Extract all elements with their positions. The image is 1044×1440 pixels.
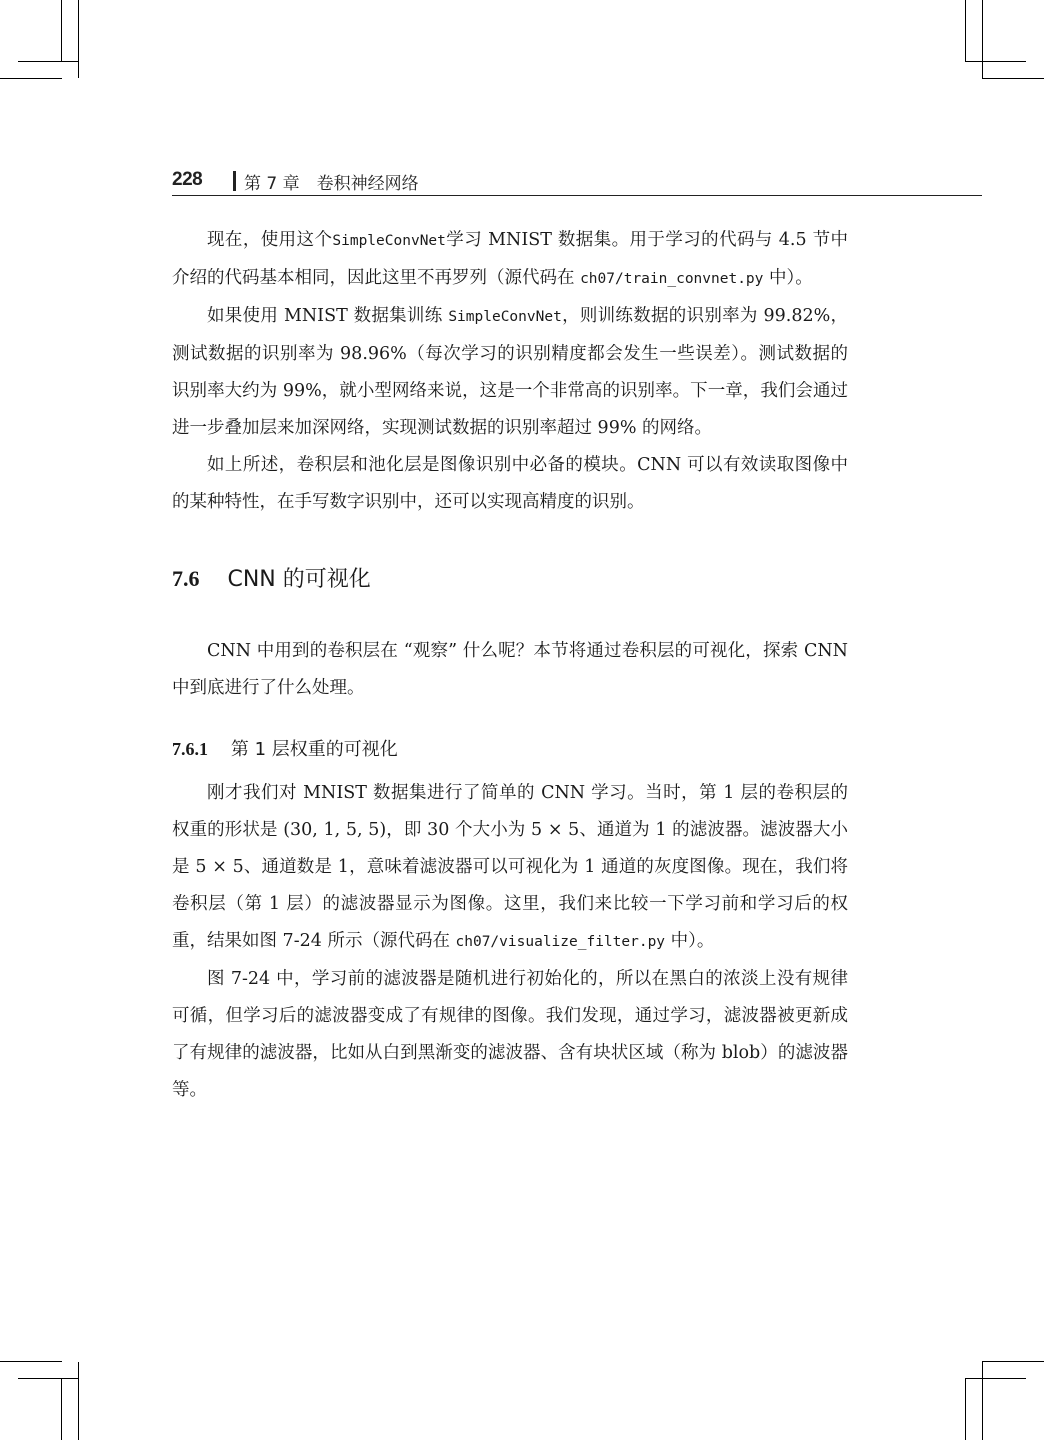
section-title: CNN 的可视化 xyxy=(227,567,371,592)
header-rule xyxy=(172,195,982,196)
text: 现在，使用这个 xyxy=(207,230,333,250)
chapter-title: 第 7 章 卷积神经网络 xyxy=(244,174,419,194)
text: ，则训练数据的识别率为 99.82%，测试数据的识别率为 98.96%（每次学习的识别精度都会发生一些误差）。测试数据的识别率大约为 99%，就小型网络来说，这是一个非常高的识别率。下一章，我们会通过进一步叠加层来加深网络，实现测试数据的识别率超过 99% 的网络。 xyxy=(172,306,848,438)
section-heading xyxy=(172,564,848,595)
crop-mark xyxy=(965,0,966,62)
crop-mark xyxy=(966,1378,1026,1379)
page-number: 228 xyxy=(172,169,203,190)
crop-mark xyxy=(61,1378,62,1440)
page-content xyxy=(172,222,848,1109)
paragraph-section-intro: CNN 中用到的卷积层在 “观察” 什么呢？本节将通过卷积层的可视化，探索 CNN 中到底进行了什么处理。 xyxy=(172,641,848,698)
text: 刚才我们对 MNIST 数据集进行了简单的 CNN 学习。当时，第 1 层的卷积层的权重的形状是 (30, 1, 5, 5)，即 30 个大小为 5 × 5、通道为 1 的滤波器。滤波器大小是 5 × 5、通道数是 1，意味着滤波器可以可视化为 1 通道的灰度图像。现在，我们将卷积层（第 1 层）的滤波器显示为图像。这里，我们来比较一下学习前和学习后的权重，结果如图 7-24 所示（源代码在 xyxy=(172,783,848,951)
crop-mark xyxy=(982,78,1044,79)
text: 中）。 xyxy=(763,268,813,288)
running-header xyxy=(172,166,982,196)
crop-mark xyxy=(965,1378,966,1440)
text: 中）。 xyxy=(665,931,715,951)
paragraph-filter-shape xyxy=(172,775,848,961)
text: 学习 MNIST 数据集。用于学习的代码与 4.5 节中介绍的代码基本相同，因此这里不再罗列（源代码在 xyxy=(172,230,849,288)
crop-mark xyxy=(61,0,62,62)
crop-mark xyxy=(18,1378,78,1379)
inline-code: ch07/visualize_filter.py xyxy=(455,934,666,950)
crop-mark xyxy=(78,1362,79,1440)
crop-mark xyxy=(982,0,983,78)
crop-mark xyxy=(78,0,79,78)
crop-mark xyxy=(18,61,78,62)
inline-code: SimpleConvNet xyxy=(332,233,446,249)
crop-mark xyxy=(966,61,1026,62)
crop-mark xyxy=(0,78,62,79)
header-bar xyxy=(233,171,236,191)
paragraph-accuracy xyxy=(172,298,848,447)
paragraph-train-simpleconvnet xyxy=(172,222,848,298)
crop-mark xyxy=(982,1362,983,1440)
crop-mark xyxy=(0,1361,62,1362)
paragraph-summary: 如上所述，卷积层和池化层是图像识别中必备的模块。CNN 可以有效读取图像中的某种特性，在手写数字识别中，还可以实现高精度的识别。 xyxy=(172,455,848,512)
crop-mark xyxy=(982,1361,1044,1362)
inline-code: ch07/train_convnet.py xyxy=(580,271,764,287)
subsection-title: 第 1 层权重的可视化 xyxy=(230,739,398,760)
paragraph-filter-result: 图 7-24 中，学习前的滤波器是随机进行初始化的，所以在黑白的浓淡上没有规律可循，但学习后的滤波器变成了有规律的图像。我们发现，通过学习，滤波器被更新成了有规律的滤波器，比如从白到黑渐变的滤波器、含有块状区域（称为 blob）的滤波器等。 xyxy=(172,969,848,1100)
text: 如果使用 MNIST 数据集训练 xyxy=(207,306,449,326)
subsection-heading xyxy=(172,734,848,765)
inline-code: SimpleConvNet xyxy=(448,309,562,325)
section-number: 7.6 xyxy=(172,566,200,591)
subsection-number: 7.6.1 xyxy=(172,739,208,759)
